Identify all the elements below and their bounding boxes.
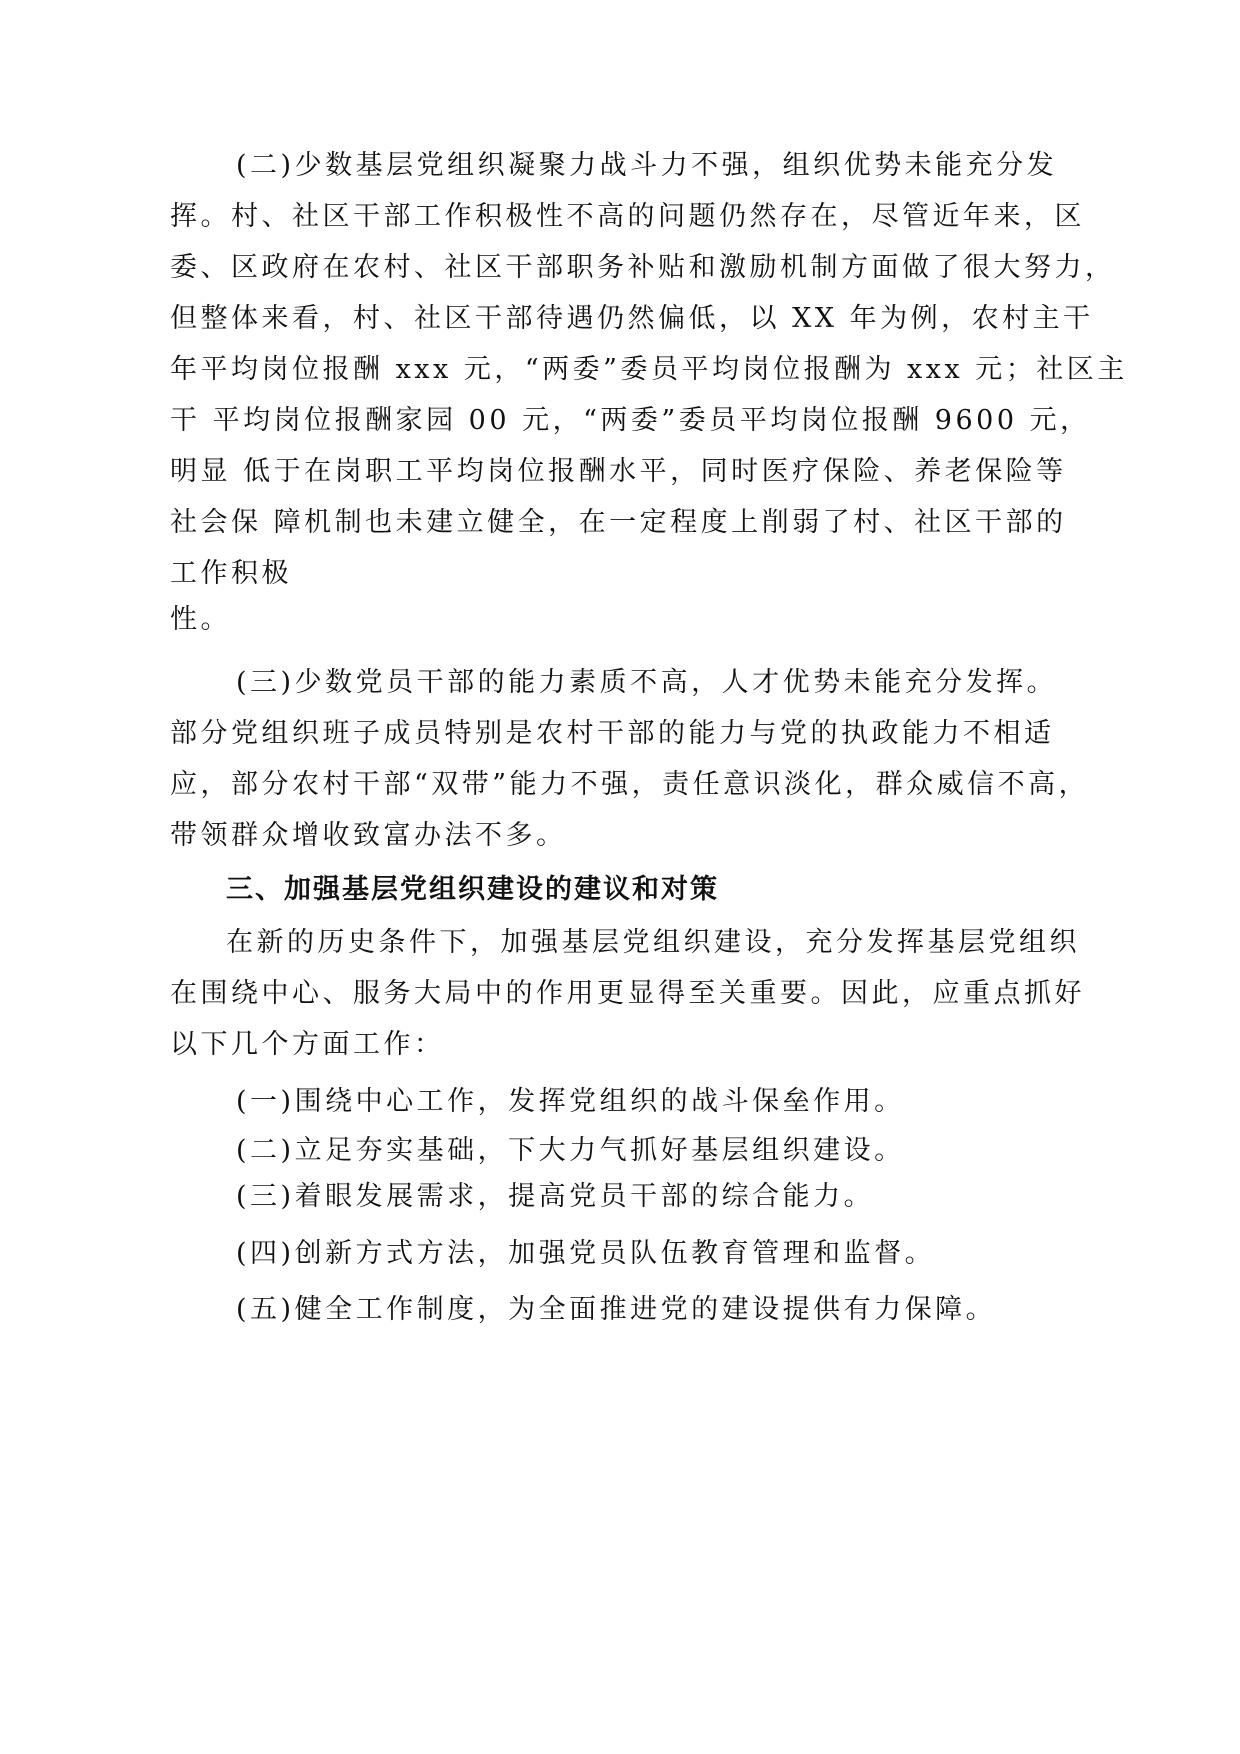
paragraph-line: 带领群众增收致富办法不多。 xyxy=(170,820,567,851)
paragraph-line: 干 平均岗位报酬家园 00 元，“两委”委员平均岗位报酬 9600 元， xyxy=(170,405,1091,436)
paragraph-line: 性。 xyxy=(170,604,231,635)
paragraph-line: 但整体来看，村、社区干部待遇仍然偏低，以 XX 年为例，农村主干 xyxy=(170,303,1094,334)
list-item: (一)围绕中心工作，发挥党组织的战斗保垒作用。 xyxy=(236,1086,905,1117)
paragraph-line: 年平均岗位报酬 xxx 元，“两委”委员平均岗位报酬为 xxx 元；社区主 xyxy=(170,354,1128,385)
paragraph-line: 委、区政府在农村、社区干部职务补贴和激励机制方面做了很大努力， xyxy=(170,252,1116,283)
section-heading: 三、加强基层党组织建设的建议和对策 xyxy=(226,874,719,905)
paragraph-line: 在新的历史条件下，加强基层党组织建设，充分发挥基层党组织 xyxy=(226,927,1080,958)
list-item: (五)健全工作制度，为全面推进党的建设提供有力保障。 xyxy=(236,1294,997,1325)
paragraph-line: 工作积极 xyxy=(170,558,292,589)
list-item: (二)立足夯实基础，下大力气抓好基层组织建设。 xyxy=(236,1135,905,1166)
paragraph-line: (二)少数基层党组织凝聚力战斗力不强，组织优势未能充分发 xyxy=(236,150,1058,181)
paragraph-line: 明显 低于在岗职工平均岗位报酬水平，同时医疗保险、养老保险等 xyxy=(170,456,1067,487)
list-item: (三)着眼发展需求，提高党员干部的综合能力。 xyxy=(236,1181,875,1212)
paragraph-line: 在围绕中心、服务大局中的作用更显得至关重要。因此，应重点抓好 xyxy=(170,978,1085,1009)
paragraph-line: 挥。村、社区干部工作积极性不高的问题仍然存在，尽管近年来，区 xyxy=(170,201,1085,232)
paragraph-line: 应，部分农村干部“双带”能力不强，责任意识淡化，群众威信不高， xyxy=(170,769,1090,800)
paragraph-line: 部分党组织班子成员特别是农村干部的能力与党的执政能力不相适 xyxy=(170,718,1055,749)
paragraph-line: 社会保 障机制也未建立健全，在一定程度上削弱了村、社区干部的 xyxy=(170,507,1067,538)
paragraph-line: (三)少数党员干部的能力素质不高，人才优势未能充分发挥。 xyxy=(236,667,1058,698)
paragraph-line: 以下几个方面工作： xyxy=(170,1029,445,1060)
list-item: (四)创新方式方法，加强党员队伍教育管理和监督。 xyxy=(236,1238,936,1269)
